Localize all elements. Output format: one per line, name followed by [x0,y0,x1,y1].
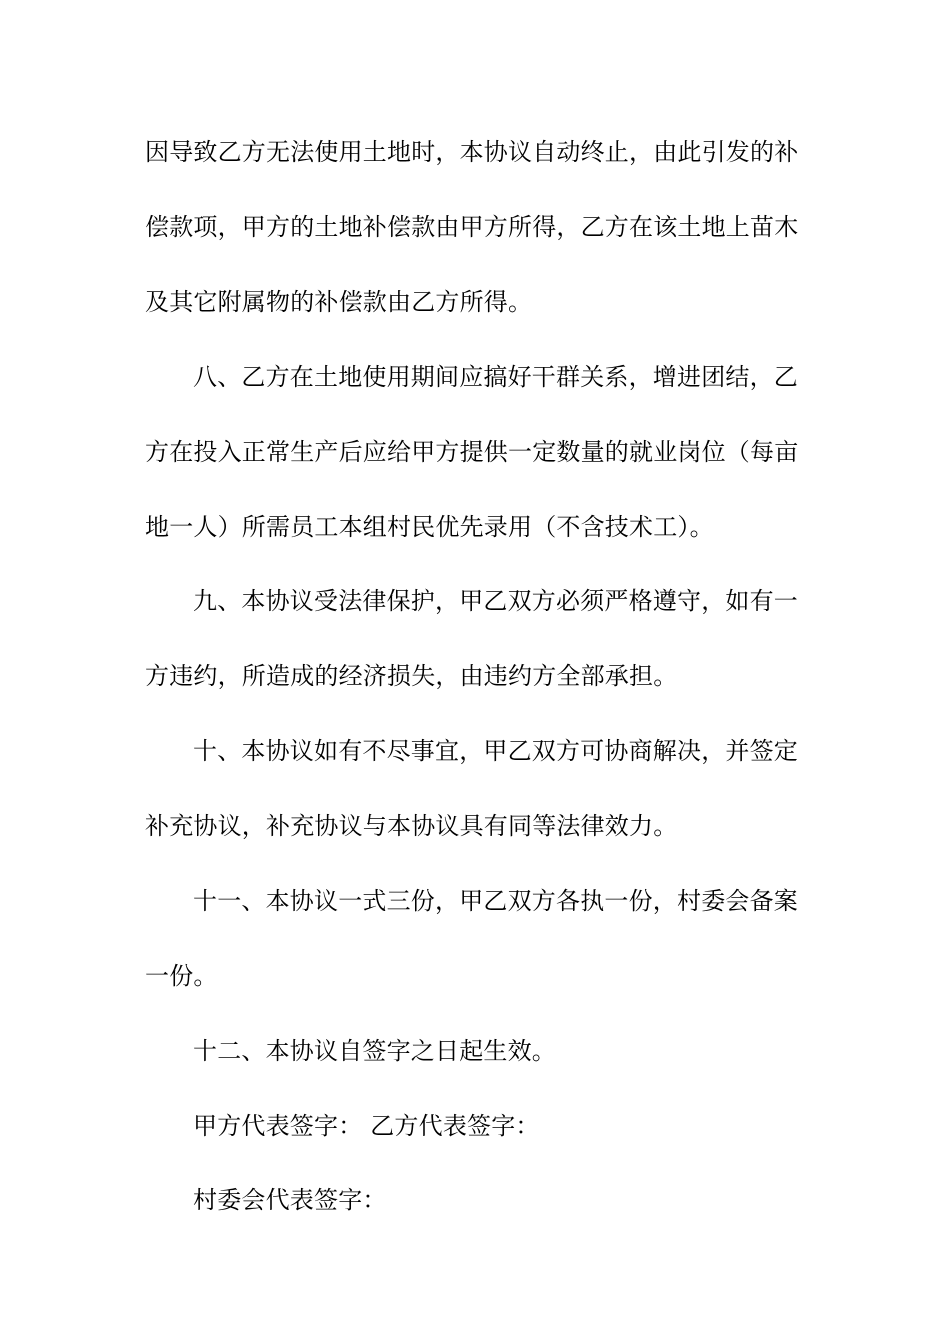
paragraph-8-line-1: 八、乙方在土地使用期间应搞好干群关系，增进团结，乙 [193,363,798,391]
paragraph-12: 十二、本协议自签字之日起生效。 [193,1037,556,1065]
paragraph-7-line-3: 及其它附属物的补偿款由乙方所得。 [145,288,533,316]
paragraph-10-line-2: 补充协议，补充协议与本协议具有同等法律效力。 [145,812,678,840]
paragraph-11-line-1: 十一、本协议一式三份，甲乙双方各执一份，村委会备案 [193,887,798,915]
party-signatures: 甲方代表签字： 乙方代表签字： [193,1112,540,1140]
paragraph-10-line-1: 十、本协议如有不尽事宜，甲乙双方可协商解决，并签定 [193,737,798,765]
paragraph-7-line-2: 偿款项，甲方的土地补偿款由甲方所得，乙方在该土地上苗木 [145,213,799,241]
paragraph-8-line-2: 方在投入正常生产后应给甲方提供一定数量的就业岗位（每亩 [145,438,799,466]
paragraph-9-line-2: 方违约，所造成的经济损失，由违约方全部承担。 [145,662,678,690]
paragraph-9-line-1: 九、本协议受法律保护，甲乙双方必须严格遵守，如有一 [193,587,798,615]
paragraph-7-line-1: 因导致乙方无法使用土地时，本协议自动终止，由此引发的补 [145,138,799,166]
paragraph-11-line-2: 一份。 [145,962,218,990]
paragraph-8-line-3: 地一人）所需员工本组村民优先录用（不含技术工）。 [145,513,714,541]
village-committee-signature: 村委会代表签字： [193,1186,387,1214]
